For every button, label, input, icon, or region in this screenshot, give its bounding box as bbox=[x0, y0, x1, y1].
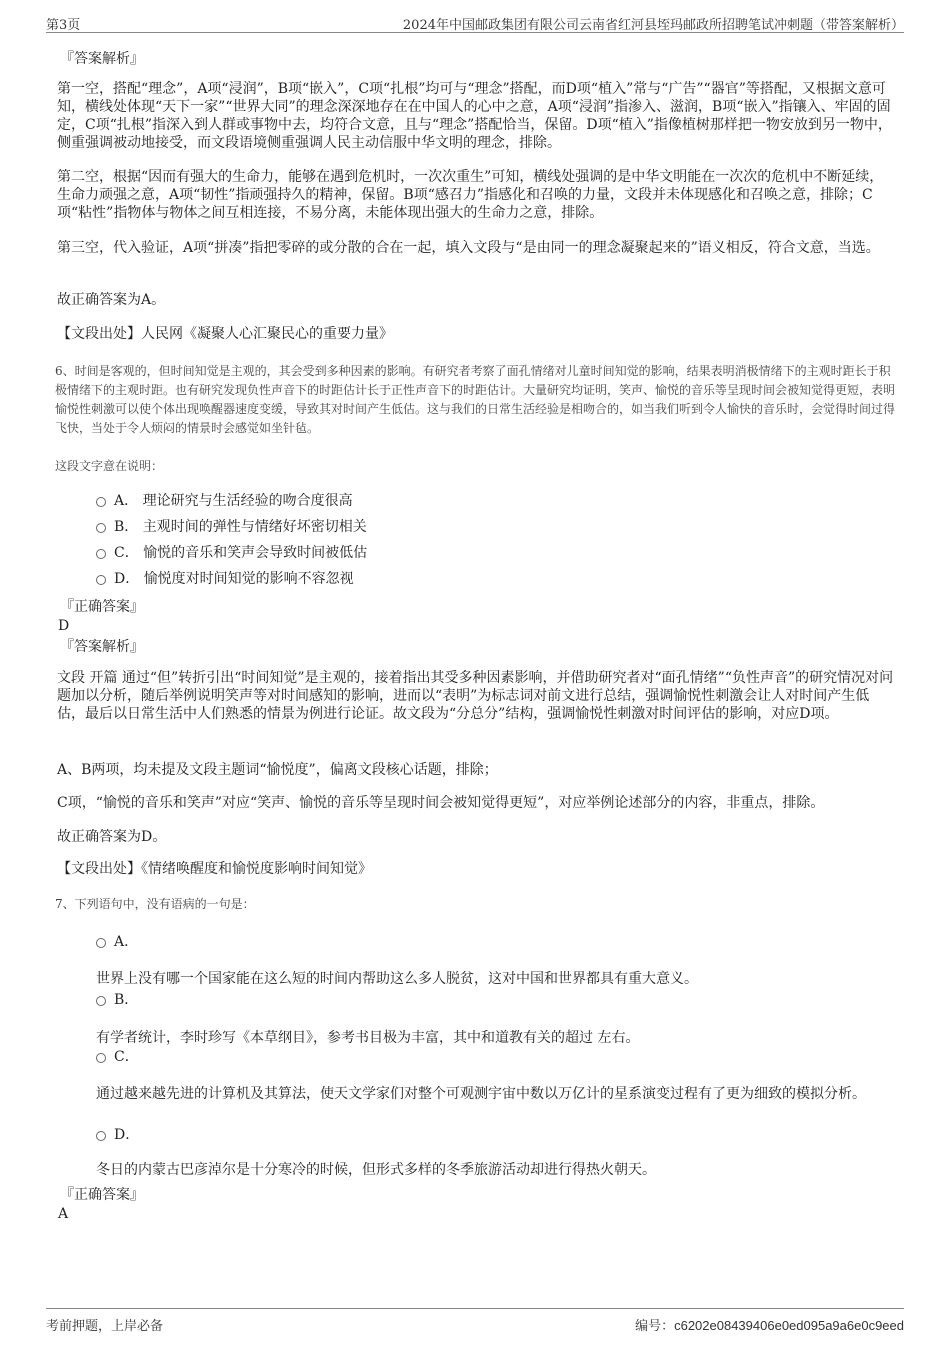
radio-icon[interactable] bbox=[96, 523, 106, 533]
radio-icon[interactable] bbox=[96, 575, 106, 585]
option-a-text: 世界上没有哪一个国家能在这么短的时间内帮助这么多人脱贫，这对中国和世界都具有重大意义。 bbox=[96, 971, 698, 987]
paragraph: 文段 开篇 通过“但”转折引出“时间知觉”是主观的，接着指出其受多种因素影响，并借助研究者对“面孔情绪”“负性声音”的研究情况对问题加以分析，随后举例说明笑声等对时间感知的影响，进而以“表明”为标志词对前文进行总结，强调愉悦性刺激会让人对时间产生低估，最后以日常生活中人们熟悉的情景为例进行论证。故文段为“分总分”结构，强调愉悦性刺激对时间评估的影响，对应D项。 bbox=[57, 670, 894, 722]
conclusion: 故正确答案为D。 bbox=[57, 829, 167, 845]
paragraph: C项，“愉悦的音乐和笑声”对应“笑声、愉悦的音乐等呈现时间会被知觉得更短”，对应举例论述部分的内容，非重点，排除。 bbox=[57, 795, 825, 811]
option-c[interactable]: C． 愉悦的音乐和笑声会导致时间被低估 bbox=[96, 544, 367, 562]
option-d[interactable]: D． bbox=[96, 1126, 139, 1144]
paragraph: 第二空，根据“因而有强大的生命力，能够在遇到危机时，一次次重生”可知，横线处强调的是中华文明能在一次次的危机中不断延续，生命力顽强之意，A项“韧性”指顽强持久的精神，保留。B项“感召力”指感化和召唤的力量，文段并未体现感化和召唤之意，排除；C项“粘性”指物体与物体之间互相连接，不易分离，未能体现出强大的生命力之意，排除。 bbox=[57, 169, 884, 221]
correct-tag: 『正确答案』 bbox=[60, 599, 144, 615]
option-b[interactable]: B． 主观时间的弹性与情绪好坏密切相关 bbox=[96, 518, 367, 536]
option-a[interactable]: A． bbox=[96, 933, 138, 951]
option-c-text: 通过越来越先进的计算机及其算法，使天文学家们对整个可观测宇宙中数以万亿计的星系演变过程有了更为细致的模拟分析。 bbox=[96, 1086, 866, 1102]
radio-icon[interactable] bbox=[96, 1131, 106, 1141]
radio-icon[interactable] bbox=[96, 996, 106, 1006]
option-a[interactable]: A． 理论研究与生活经验的吻合度很高 bbox=[96, 492, 353, 510]
option-d-text: 冬日的内蒙古巴彦淖尔是十分寒冷的时候，但形式多样的冬季旅游活动却进行得热火朝天。 bbox=[96, 1162, 656, 1178]
paragraph: 第一空，搭配“理念”，A项“浸润”，B项“嵌入”，C项“扎根”均可与“理念”搭配，而D项“植入”常与“广告”“器官”等搭配，又根据文意可知，横线处体现“天下一家”“世界大同”的理念深深地存在在中国人的心中之意，A项“浸润”指渗入、滋润，B项“嵌入”指镶入、牢固的固定，C项“扎根”指深入到人群或事物中去，均符合文意，且与“理念”搭配恰当，保留。D项“植入”指像植树那样把一物安放到另一物中，侧重强调被动地接受，而文段语境侧重强调人民主动信服中华文明的理念，排除。 bbox=[57, 81, 892, 151]
conclusion: 故正确答案为A。 bbox=[57, 292, 166, 308]
radio-icon[interactable] bbox=[96, 549, 106, 559]
question-stem: 7、下列语句中，没有语病的一句是： bbox=[55, 897, 255, 911]
correct-tag: 『正确答案』 bbox=[60, 1187, 144, 1203]
option-b-text: 有学者统计，李时珍写《本草纲目》，参考书目极为丰富，其中和道教有关的超过 左右。 bbox=[96, 1030, 640, 1046]
option-c[interactable]: C． bbox=[96, 1048, 139, 1066]
page-number: 第3页 bbox=[46, 18, 81, 33]
page-header bbox=[46, 12, 904, 33]
radio-icon[interactable] bbox=[96, 1053, 106, 1063]
option-b[interactable]: B． bbox=[96, 991, 138, 1009]
footer-slogan: 考前押题，上岸必备 bbox=[46, 1319, 164, 1334]
analysis-tag: 『答案解析』 bbox=[60, 639, 144, 655]
analysis-tag: 『答案解析』 bbox=[60, 51, 144, 67]
question-stem: 6、时间是客观的，但时间知觉是主观的，其会受到多种因素的影响。有研究者考察了面孔情绪对儿童时间知觉的影响，结果表明消极情绪下的主观时距长于积极情绪下的主观时距。也有研究发现负性声音下的时距估计长于正性声音下的时距估计。大量研究均证明，笑声、愉悦的音乐等呈现时间会被知觉得更短，表明愉悦性刺激可以使个体出现唤醒器速度变缓，导致其对时间产生低估。这与我们的日常生活经验是相吻合的，如当我们听到令人愉快的音乐时，会觉得时间过得飞快，当处于令人烦闷的情景时会感觉如坐针毡。 bbox=[55, 364, 896, 435]
option-d[interactable]: D． 愉悦度对时间知觉的影响不容忽视 bbox=[96, 570, 354, 588]
correct-answer: D bbox=[58, 618, 70, 634]
radio-icon[interactable] bbox=[96, 938, 106, 948]
source: 【文段出处】人民网《凝聚人心汇聚民心的重要力量》 bbox=[57, 326, 393, 342]
paragraph: A、B两项，均未提及文段主题词“愉悦度”，偏离文段核心话题，排除； bbox=[57, 762, 498, 778]
page-footer bbox=[46, 1308, 904, 1339]
correct-answer: A bbox=[58, 1206, 69, 1222]
document-title: 2024年中国邮政集团有限公司云南省红河县垤玛邮政所招聘笔试冲刺题（带答案解析） bbox=[402, 18, 904, 33]
source: 【文段出处】《情绪唤醒度和愉悦度影响时间知觉》 bbox=[57, 861, 372, 877]
footer-code: 编号：c6202e08439406e0ed095a9a6e0c9eed bbox=[635, 1318, 904, 1334]
paragraph: 第三空，代入验证，A项“拼凑”指把零碎的或分散的合在一起，填入文段与“是由同一的理念凝聚起来的”语义相反，符合文意，当选。 bbox=[57, 240, 880, 256]
radio-icon[interactable] bbox=[96, 497, 106, 507]
question-prompt: 这段文字意在说明： bbox=[55, 459, 164, 473]
